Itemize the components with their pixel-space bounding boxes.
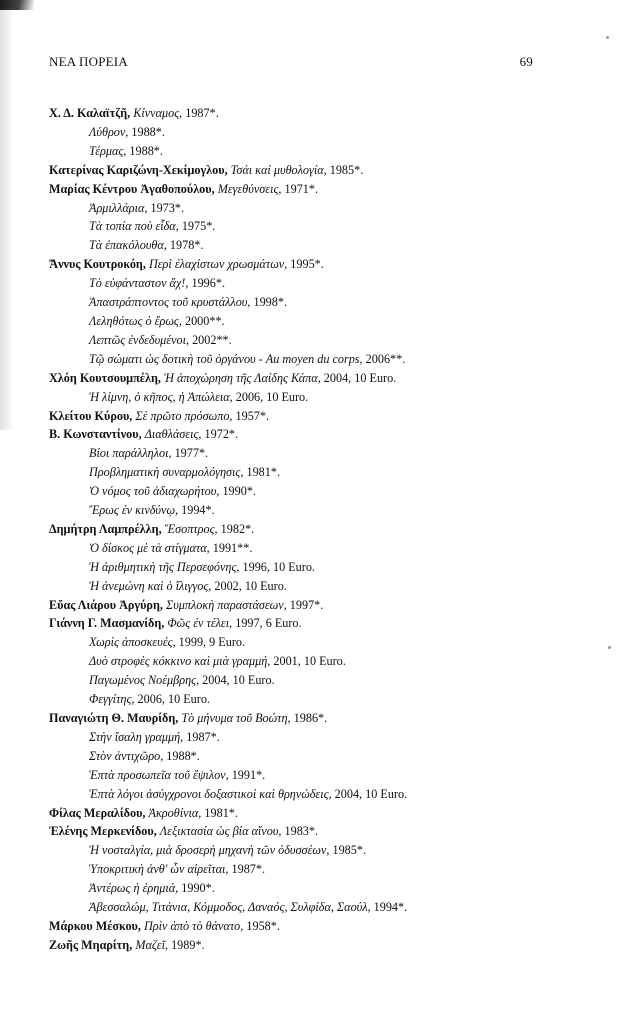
publication-info: 2002, 10 Euro.	[214, 578, 287, 593]
book-title: Παγωμένος Νοέμβρης,	[89, 673, 200, 688]
publication-info: 1975*.	[181, 219, 216, 234]
publication-info: 1994*.	[373, 900, 408, 915]
title-entry	[49, 444, 579, 463]
publication-info: 1989*.	[171, 937, 205, 952]
author-name: Εὔας Λιάρου Ἀργύρη,	[49, 597, 163, 612]
title-entry	[49, 463, 579, 482]
book-title: Πρὶν ἀπὸ τὸ θάνατο,	[143, 918, 244, 933]
author-name: Κλείτου Κύρου,	[49, 408, 133, 423]
title-entry	[49, 785, 579, 804]
publication-info: 1982*.	[220, 521, 255, 536]
author-entry	[49, 804, 579, 823]
publication-info: 1985*.	[332, 843, 366, 858]
author-name: Ἑλένης Μερκενίδου,	[49, 824, 157, 839]
book-title: Κίνναμος,	[133, 106, 183, 120]
author-name: Χ. Δ. Καλαϊτζῆ,	[49, 106, 131, 120]
paper-speck	[606, 36, 609, 39]
book-title: Ἡ ἀνεμώνη καὶ ὁ ἴλιγγος,	[89, 578, 212, 593]
publication-info: 1990*.	[181, 881, 215, 896]
book-title: Τὰ ἐπακόλουθα,	[89, 238, 167, 253]
title-entry	[49, 123, 579, 142]
title-entry	[49, 274, 579, 293]
publication-info: 2002**.	[192, 332, 232, 347]
publication-info: 1988*.	[131, 124, 165, 139]
book-title: Λύθρον,	[89, 124, 129, 139]
book-title: Ἀκροθίνια,	[148, 805, 202, 820]
publication-info: 2001, 10 Euro.	[273, 654, 346, 669]
book-title: Λεπτῶς ἐνδεδυμένοι,	[89, 332, 190, 347]
publication-info: 1986*.	[293, 711, 328, 725]
title-entry	[49, 728, 579, 747]
title-entry	[49, 841, 579, 860]
page-corner-shadow	[0, 0, 34, 10]
author-entry	[49, 917, 579, 936]
publication-info: 1973*.	[150, 200, 184, 215]
author-name: Μάρκου Μέσκου,	[49, 918, 141, 933]
publication-info: 1994*.	[181, 503, 215, 518]
book-title: Ἡ νοσταλγία, μιὰ δροσερὴ μηχανὴ τῶν ὀδυσσέων,	[89, 843, 330, 858]
book-title: Τσάι καί μυθολογία,	[230, 162, 327, 177]
book-title: Ἑπτὰ λόγοι ἀσύγχρονοι δοξαστικοὶ καὶ θρηνώδεις,	[89, 786, 332, 801]
publication-info: 1991**.	[212, 540, 253, 555]
title-entry	[49, 671, 579, 690]
title-entry	[49, 501, 579, 520]
bibliography-list	[49, 104, 579, 955]
publication-info: 1996*.	[191, 276, 225, 291]
publication-info: 1983*.	[284, 824, 319, 839]
publication-info: 1981*.	[246, 465, 280, 480]
publication-info: 1990*.	[222, 484, 256, 499]
publication-info: 2006**.	[365, 351, 406, 366]
publication-info: 1988*.	[129, 143, 163, 158]
title-entry	[49, 539, 579, 558]
book-title: Ἔσοπτρος,	[164, 521, 218, 536]
author-entry	[49, 936, 579, 955]
author-entry	[49, 255, 579, 274]
book-title: Ὁ δίσκος μὲ τὰ στίγματα,	[89, 540, 210, 555]
paper-speck	[608, 646, 611, 649]
title-entry	[49, 860, 579, 879]
title-entry	[49, 331, 579, 350]
book-title: Στὴν ἴσαλη γραμμή,	[89, 729, 184, 744]
publication-info: 2004, 10 Euro.	[202, 673, 275, 688]
author-name: Παναγιώτη Θ. Μαυρίδη,	[49, 711, 179, 725]
publication-info: 1999, 9 Euro.	[178, 635, 246, 650]
title-entry	[49, 558, 579, 577]
book-title: Συμπλοκὴ παραστάσεων,	[165, 597, 287, 612]
publication-info: 1997*.	[289, 597, 324, 612]
journal-title: ΝΕΑ ΠΟΡΕΙΑ	[49, 54, 128, 69]
publication-info: 2004, 10 Euro.	[334, 786, 408, 801]
title-entry	[49, 690, 579, 709]
publication-info: 1972*.	[204, 427, 239, 442]
publication-info: 1987*.	[231, 862, 266, 877]
book-title: Ἑπτὰ προσωπεῖα τοῦ ἔψιλον,	[89, 767, 229, 782]
publication-info: 1987*.	[186, 729, 220, 744]
publication-info: 1987*.	[185, 106, 219, 120]
title-entry	[49, 312, 579, 331]
title-entry	[49, 898, 579, 917]
book-title: Σὲ πρῶτο πρόσωπο,	[135, 408, 233, 423]
publication-info: 1958*.	[246, 918, 280, 933]
book-title: Ἡ ἀποχώρηση τῆς Λαίδης Κάπα,	[163, 370, 321, 385]
page-number: 69	[519, 54, 533, 69]
book-title: Τὸ μήνυμα τοῦ Βοώτη,	[181, 711, 291, 725]
title-entry	[49, 142, 579, 161]
author-name: Ἄννυς Κουτροκόη,	[49, 257, 146, 272]
title-entry	[49, 747, 579, 766]
author-entry	[49, 596, 579, 615]
book-title: Φῶς ἐν τέλει,	[167, 616, 233, 631]
publication-info: 1978*.	[169, 238, 204, 253]
publication-info: 1996, 10 Euro.	[242, 559, 315, 574]
publication-info: 1957*.	[235, 408, 270, 423]
author-entry	[49, 425, 579, 444]
author-entry	[49, 614, 579, 633]
book-title: Τὰ τοπία ποὺ εἶδα,	[89, 219, 179, 234]
book-title: Τῷ σώματι ὡς δοτικὴ τοῦ ὀργάνου - Au moyen du corps,	[89, 351, 363, 366]
author-name: Δημήτρη Λαμπρέλλη,	[49, 521, 162, 536]
book-title: Ἀντέρως ἡ ἐρημιά,	[89, 881, 179, 896]
publication-info: 1991*.	[231, 767, 266, 782]
author-name: Β. Κωνσταντίνου,	[49, 427, 142, 442]
publication-info: 1971*.	[284, 181, 319, 196]
title-entry	[49, 879, 579, 898]
author-name: Ζωῆς Μηαρίτη,	[49, 937, 133, 952]
title-entry	[49, 577, 579, 596]
book-title: Δυὸ στροφὲς κόκκινο καὶ μιὰ γραμμή,	[89, 654, 271, 669]
author-name: Γιάννη Γ. Μασμανίδη,	[49, 616, 165, 631]
title-entry	[49, 217, 579, 236]
book-title: Φεγγίτης,	[89, 692, 135, 707]
publication-info: 2006, 10 Euro.	[235, 389, 309, 404]
book-title: Διαθλάσεις,	[144, 427, 202, 442]
book-title: Ἀπαστράπτοντος τοῦ κρυστάλλου,	[89, 295, 251, 310]
author-entry	[49, 520, 579, 539]
title-entry	[49, 482, 579, 501]
book-title: Ὑποκριτικὴ ἀνθ' ὧν αἱρεῖται,	[89, 862, 229, 877]
binding-shadow	[0, 10, 14, 430]
author-entry	[49, 104, 579, 123]
author-name: Κατερίνας Καριζώνη-Χεκίμογλου,	[49, 162, 228, 177]
publication-info: 2006, 10 Euro.	[137, 692, 210, 707]
publication-info: 2004, 10 Euro.	[323, 370, 397, 385]
title-entry	[49, 652, 579, 671]
title-entry	[49, 293, 579, 312]
publication-info: 1981*.	[204, 805, 238, 820]
book-title: Περὶ ἐλαχίστων χρωσμάτων,	[148, 257, 288, 272]
title-entry	[49, 388, 579, 407]
author-entry	[49, 161, 579, 180]
book-title: Προβληματικὴ συναρμολόγησις,	[89, 465, 244, 480]
author-name: Φίλας Μεραλίδου,	[49, 805, 146, 820]
book-title: Τὸ εὐφάνταστον ἄχ!,	[89, 276, 189, 291]
book-title: Λεξικτασία ὡς βία αἴνου,	[159, 824, 282, 839]
author-entry	[49, 822, 579, 841]
book-title: Χωρὶς ἀποσκευές,	[89, 635, 176, 650]
author-entry	[49, 709, 579, 728]
author-entry	[49, 180, 579, 199]
publication-info: 1997, 6 Euro.	[235, 616, 302, 631]
book-title: Στὸν ἀντιχῶρο,	[89, 748, 164, 763]
publication-info: 1985*.	[329, 162, 364, 177]
book-title: Μεγεθύνσεις,	[217, 181, 282, 196]
publication-info: 1977*.	[174, 446, 209, 461]
author-entry	[49, 369, 579, 388]
title-entry	[49, 766, 579, 785]
publication-info: 1995*.	[290, 257, 324, 272]
book-title: Ἡ λίμνη, ὁ κῆπος, ἡ Ἀπώλεια,	[89, 389, 233, 404]
book-title: Ἀβεσσαλώμ, Τιτάνια, Κόμμοδος, Δαναός, Συλφίδα, Σαούλ,	[89, 900, 371, 915]
title-entry	[49, 236, 579, 255]
author-entry	[49, 407, 579, 426]
publication-info: 1988*.	[166, 748, 200, 763]
book-title: Ἡ ἀριθμητικὴ τῆς Περσεφόνης,	[89, 559, 240, 574]
title-entry	[49, 633, 579, 652]
author-name: Μαρίας Κέντρου Ἀγαθοπούλου,	[49, 181, 215, 196]
book-title: Λεληθότως ὁ ἔρως,	[89, 313, 182, 328]
book-title: Βίοι παράλληλοι,	[89, 446, 172, 461]
publication-info: 1998*.	[253, 295, 287, 310]
book-title: Ὁ νόμος τοῦ ἀδιαχωρήτου,	[89, 484, 220, 499]
book-title: Ἀρμιλλάρια,	[89, 200, 148, 215]
publication-info: 2000**.	[184, 313, 225, 328]
book-title: Τέρμας,	[89, 143, 127, 158]
author-name: Χλόη Κουτσουμπέλη,	[49, 370, 161, 385]
book-title: Μαζεῖ,	[135, 937, 169, 952]
book-title: Ἔρως ἐν κινδύνῳ,	[89, 503, 179, 518]
title-entry	[49, 350, 579, 369]
title-entry	[49, 199, 579, 218]
